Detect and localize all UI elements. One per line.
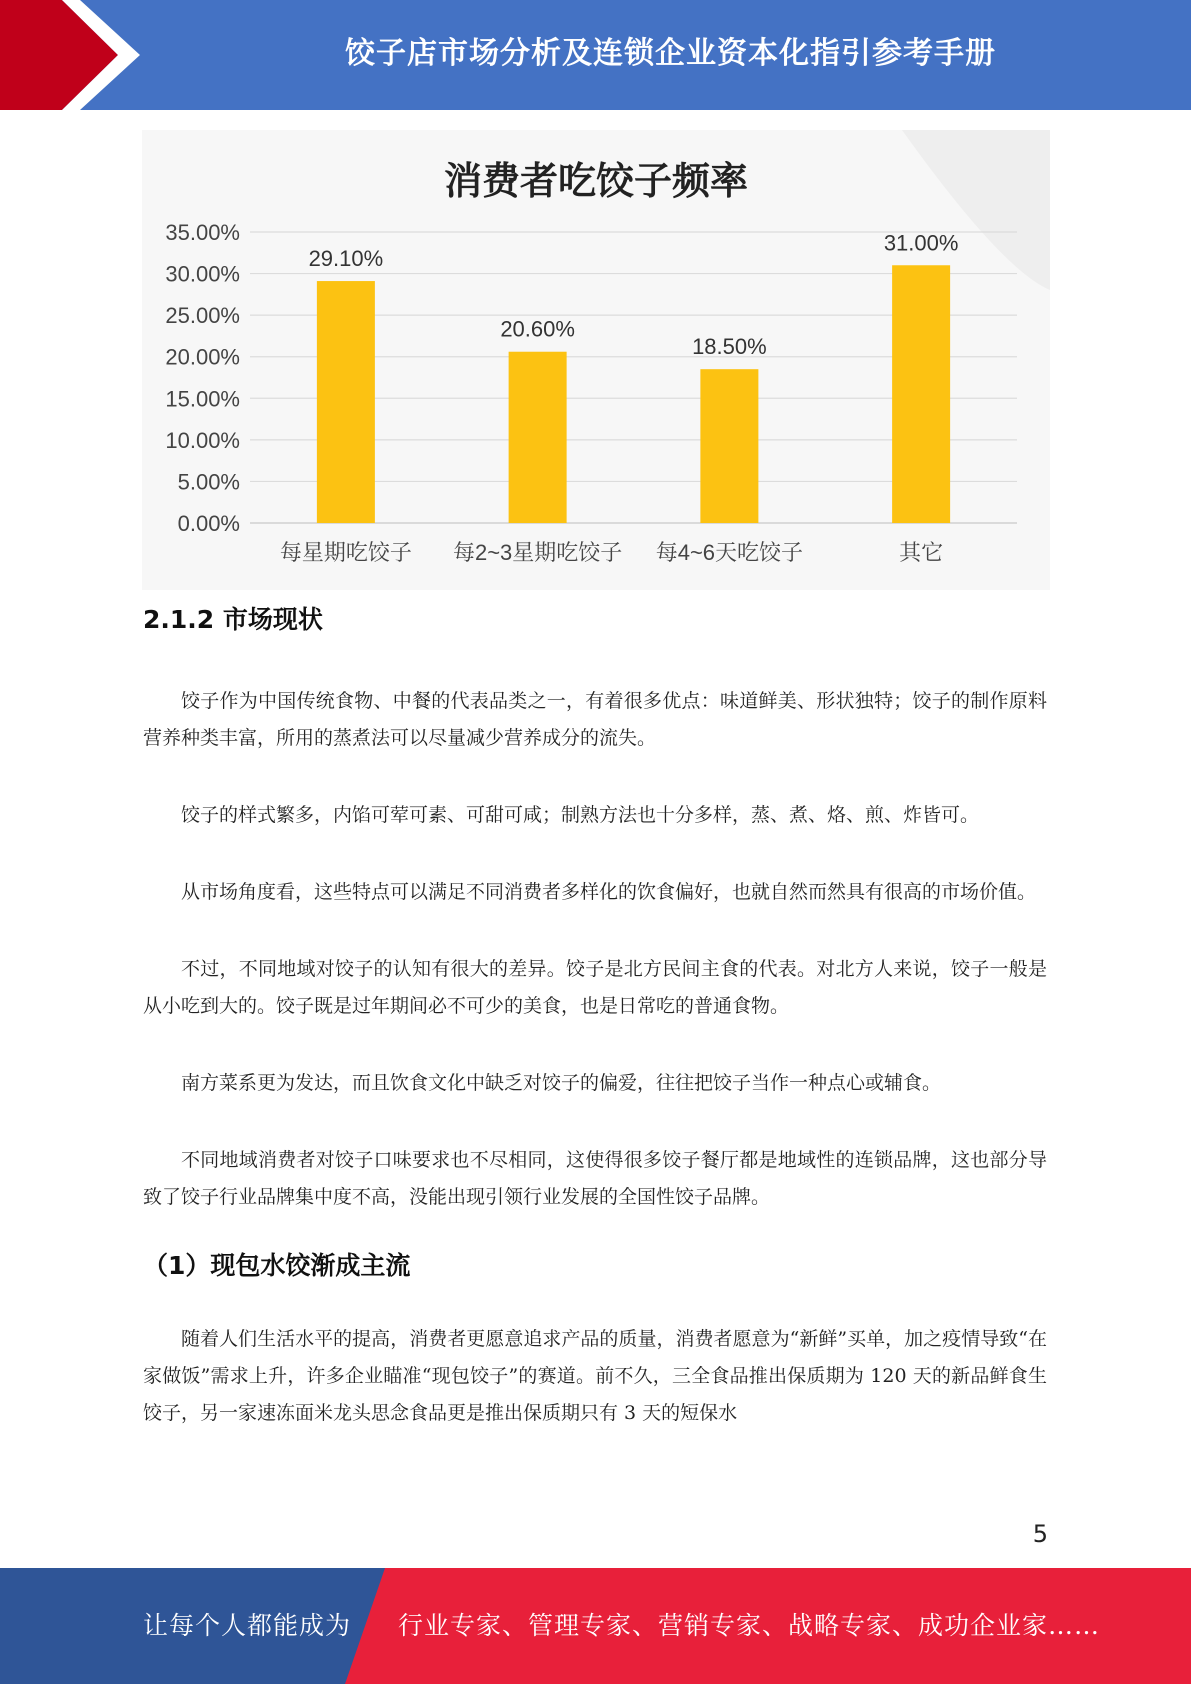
bar (700, 369, 758, 523)
section-heading: 2.1.2 市场现状 (143, 605, 323, 634)
y-tick-label: 10.00% (165, 427, 240, 453)
y-tick-label: 15.00% (165, 386, 240, 412)
data-label: 29.10% (308, 246, 384, 272)
paragraph: 南方菜系更为发达，而且饮食文化中缺乏对饺子的偏爱，往往把饺子当作一种点心或辅食。 (181, 1072, 942, 1094)
x-tick-label: 每4~6天吃饺子 (655, 540, 804, 565)
y-tick-label: 5.00% (177, 469, 240, 495)
y-tick-label: 20.00% (165, 344, 240, 370)
paragraph: 随着人们生活水平的提高，消费者更愿意追求产品的质量，消费者愿意为“新鲜”买单，加之疫情导致“在家做饭”需求上升，许多企业瞄准“现包饺子”的赛道。前不久，三全食品推出保质期为 120 天的新品鲜食生饺子，另一家速冻面米龙头思念食品更是推出保质期只有 3 天的短保水 (143, 1328, 1047, 1424)
y-tick-label: 35.00% (165, 220, 240, 245)
subsection-heading: （1）现包水饺渐成主流 (143, 1251, 411, 1280)
footer-slogan-right: 行业专家、管理专家、营销专家、战略专家、成功企业家…… (398, 1611, 1101, 1640)
x-tick-label: 每星期吃饺子 (279, 540, 412, 565)
bar (509, 352, 567, 523)
y-tick-label: 30.00% (165, 261, 240, 287)
x-tick-label: 每2~3星期吃饺子 (452, 540, 623, 565)
page-header (0, 0, 1191, 110)
chart-title: 消费者吃饺子频率 (443, 158, 748, 203)
paragraph: 饺子作为中国传统食物、中餐的代表品类之一，有着很多优点：味道鲜美、形状独特；饺子的制作原料营养种类丰富，所用的蒸煮法可以尽量减少营养成分的流失。 (143, 690, 1047, 749)
x-tick-label: 其它 (899, 540, 944, 565)
main-content (143, 600, 1047, 1432)
data-label: 18.50% (692, 334, 767, 360)
page-number: 5 (1032, 1520, 1048, 1548)
paragraph: 不过，不同地域对饺子的认知有很大的差异。饺子是北方民间主食的代表。对北方人来说，饺子一般是从小吃到大的。饺子既是过年期间必不可少的美食，也是日常吃的普通食物。 (143, 958, 1047, 1017)
document-title: 饺子店市场分析及连锁企业资本化指引参考手册 (345, 36, 996, 71)
bar-chart (142, 130, 1050, 590)
paragraph: 不同地域消费者对饺子口味要求也不尽相同，这使得很多饺子餐厅都是地域性的连锁品牌，这也部分导致了饺子行业品牌集中度不高，没能出现引领行业发展的全国性饺子品牌。 (143, 1149, 1047, 1208)
data-label: 20.60% (500, 316, 575, 342)
paragraph: 饺子的样式繁多，内馅可荤可素、可甜可咸；制熟方法也十分多样，蒸、煮、烙、煎、炸皆可。 (181, 804, 980, 826)
header-arrow-decoration (0, 0, 150, 110)
footer-slogan-left: 让每个人都能成为 (143, 1611, 352, 1640)
page-footer (0, 1568, 1191, 1684)
y-tick-label: 0.00% (177, 511, 240, 536)
bar (317, 281, 375, 523)
data-label: 31.00% (883, 230, 959, 256)
y-tick-label: 25.00% (165, 303, 240, 329)
paragraph: 从市场角度看，这些特点可以满足不同消费者多样化的饮食偏好，也就自然而然具有很高的市场价值。 (181, 881, 1037, 903)
bar (892, 265, 950, 523)
